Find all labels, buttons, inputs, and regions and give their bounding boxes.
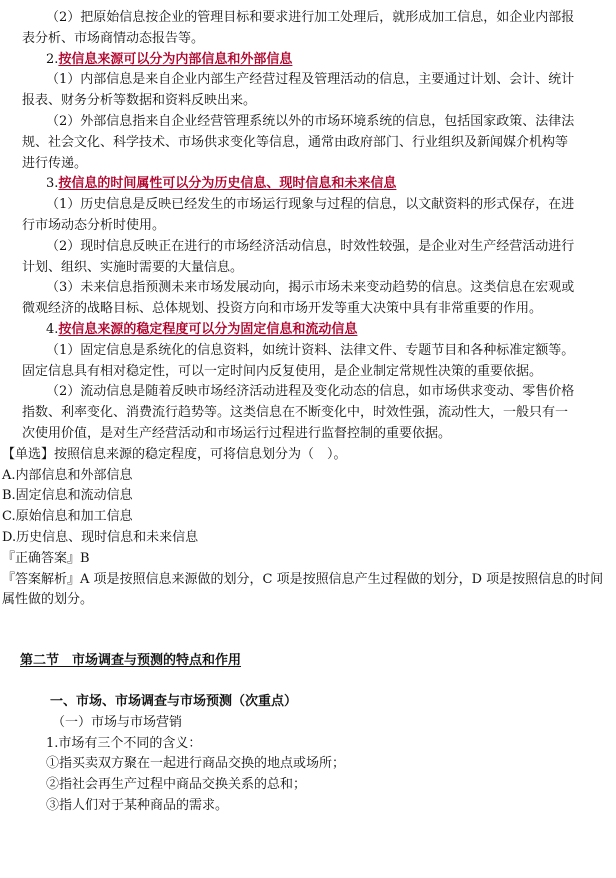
- heading-text: 按信息来源的稳定程度可以分为固定信息和流动信息: [58, 321, 358, 337]
- paragraph: （1）固定信息是系统化的信息资料，如统计资料、法律文件、专题节目和各种标准定额等。固定信息具有相对稳定性，可以一定时间内反复使用，是企业制定常规性决策的重要依据。: [22, 342, 575, 379]
- heading-text: 按信息的时间属性可以分为历史信息、现时信息和未来信息: [58, 176, 397, 192]
- list-item: ②指社会再生产过程中商品交换关系的总和；: [46, 777, 307, 793]
- paragraph: （2）流动信息是随着反映市场经济活动进程及变化动态的信息，如市场供求变动、零售价格指数、利率变化、消费流行趋势等。这类信息在不断变化中，时效性强，流动性大，一般只有一次使用价值，是对生产经营活动和市场运行过程进行监督控制的重要依据。: [22, 384, 575, 441]
- section-title: 第二节 市场调查与预测的特点和作用: [20, 653, 242, 669]
- correct-answer: 『正确答案』B: [2, 550, 90, 566]
- option-c: C.原始信息和加工信息: [2, 509, 133, 525]
- list-item: ③指人们对于某种商品的需求。: [46, 797, 229, 813]
- answer-explanation: 『答案解析』A 项是按照信息来源做的划分，C 项是按照信息产生过程做的划分，D 项是按照信息的时间属性做的划分。: [2, 571, 604, 608]
- heading-number: 4.: [46, 321, 59, 337]
- paragraph: （2）外部信息指来自企业经营管理系统以外的市场环境系统的信息，包括国家政策、法律法规、社会文化、科学技术、市场供求变化等信息，通常由政府部门、行业组织及新闻媒介机构等进行传递。: [22, 113, 575, 171]
- paragraph: （2）现时信息反映正在进行的市场经济活动信息，时效性较强，是企业对生产经营活动进行计划、组织、实施时需要的大量信息。: [22, 238, 575, 275]
- list-intro: 1.市场有三个不同的含义：: [46, 735, 202, 751]
- heading-text: 按信息来源可以分为内部信息和外部信息: [58, 51, 293, 67]
- subsubsection-title: （一）市场与市场营销: [52, 714, 183, 730]
- option-d: D.历史信息、现时信息和未来信息: [2, 529, 199, 545]
- heading-number: 2.: [46, 51, 59, 67]
- heading-time-attribute: [0, 174, 616, 195]
- question-stem: 【单选】按照信息来源的稳定程度，可将信息划分为（ ）。: [2, 446, 347, 462]
- heading-number: 3.: [46, 176, 59, 192]
- paragraph: （1）历史信息是反映已经发生的市场运行现象与过程的信息，以文献资料的形式保存，在进行市场动态分析时使用。: [22, 197, 575, 233]
- document-page: [0, 8, 616, 817]
- option-b: B.固定信息和流动信息: [2, 488, 133, 504]
- subsection-title: 一、市场、市场调查与市场预测（次重点）: [50, 693, 298, 709]
- heading-internal-external: [0, 50, 616, 71]
- heading-stability: [0, 320, 616, 341]
- paragraph: （3）未来信息指预测未来市场发展动向，揭示市场未来变动趋势的信息。这类信息在宏观或微观经济的战略目标、总体规划、投资方向和市场开发等重大决策中具有非常重要的作用。: [22, 280, 575, 317]
- option-a: A.内部信息和外部信息: [2, 467, 133, 483]
- paragraph: （1）内部信息是来自企业内部生产经营过程及管理活动的信息，主要通过计划、会计、统计报表、财务分析等数据和资料反映出来。: [22, 72, 575, 109]
- list-item: ①指买卖双方聚在一起进行商品交换的地点或场所；: [46, 756, 346, 772]
- spacer: [0, 611, 616, 639]
- paragraph: （2）把原始信息按企业的管理目标和要求进行加工处理后，就形成加工信息，如企业内部报表分析、市场商情动态报告等。: [22, 10, 575, 46]
